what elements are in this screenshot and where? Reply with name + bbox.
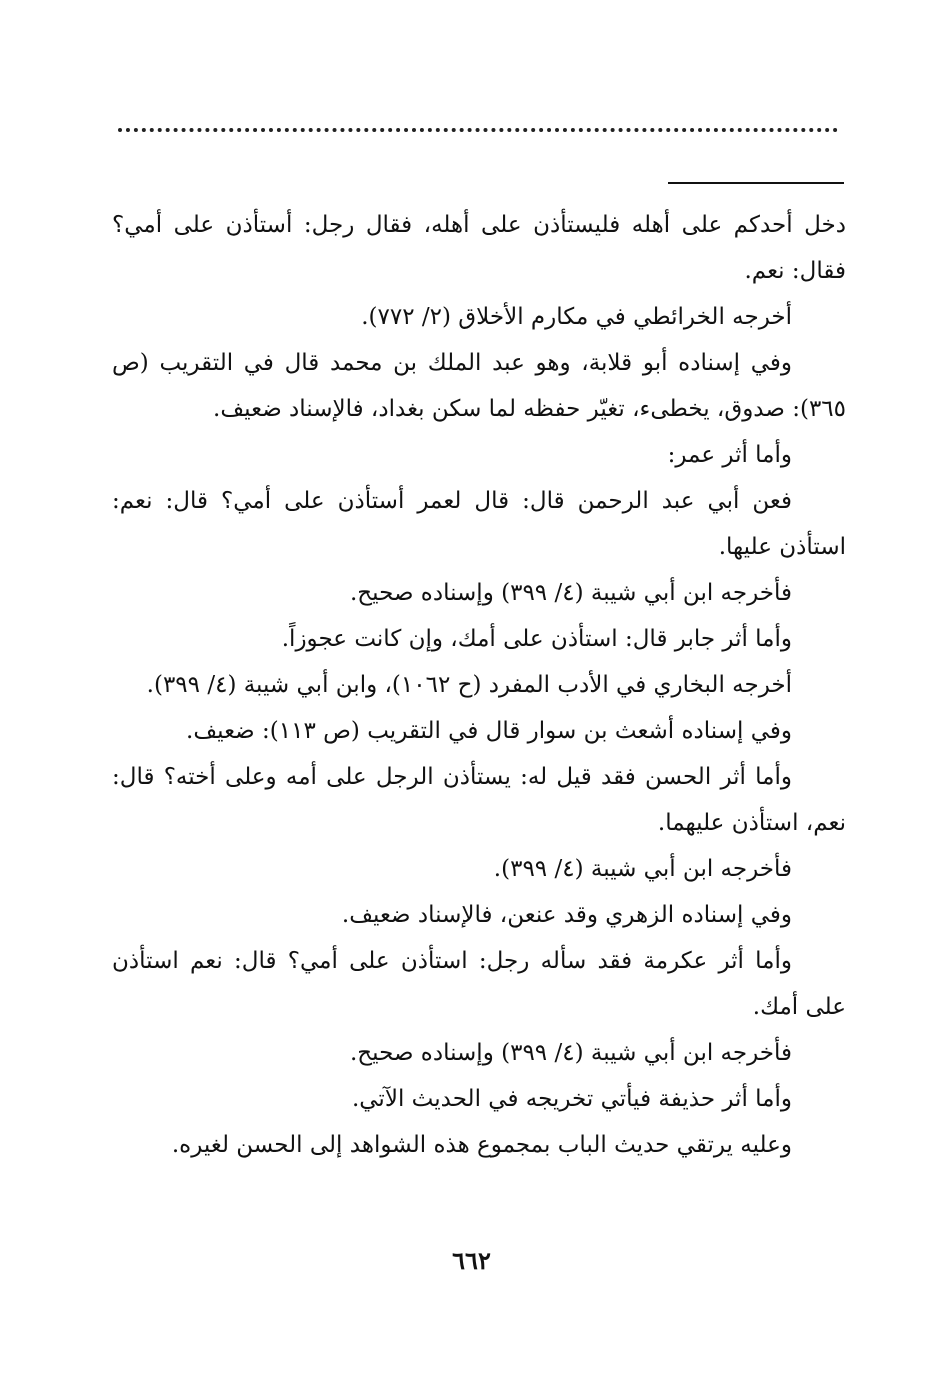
paragraph-11: فأخرجه ابن أبي شيبة (٤/ ٣٩٩). — [493, 856, 792, 882]
paragraph-12: وفي إسناده الزهري وقد عنعن، فالإسناد ضعيف. — [341, 902, 792, 928]
paragraph-5: فعن أبي عبد الرحمن قال: قال لعمر أستأذن على أمي؟ قال: نعم: استأذن عليها. — [112, 488, 846, 560]
paragraph-8: أخرجه البخاري في الأدب المفرد (ح ١٠٦٢)، وابن أبي شيبة (٤/ ٣٩٩). — [146, 672, 792, 698]
paragraph-6: فأخرجه ابن أبي شيبة (٤/ ٣٩٩) وإسناده صحيح. — [350, 580, 792, 606]
footnote-text-block — [112, 202, 846, 1168]
paragraph-13: وأما أثر عكرمة فقد سأله رجل: استأذن على أمي؟ قال: نعم استأذن على أمك. — [112, 948, 846, 1020]
dotted-separator — [118, 128, 838, 132]
paragraph-16: وعليه يرتقي حديث الباب بمجموع هذه الشواهد إلى الحسن لغيره. — [171, 1132, 792, 1158]
paragraph-10: وأما أثر الحسن فقد قيل له: يستأذن الرجل على أمه وعلى أخته؟ قال: نعم، استأذن عليهما. — [112, 764, 846, 836]
paragraph-2: أخرجه الخرائطي في مكارم الأخلاق (٢/ ٧٧٢). — [361, 304, 792, 330]
footnote-separator-line — [668, 182, 844, 184]
paragraph-9: وفي إسناده أشعث بن سوار قال في التقريب (ص ١١٣): ضعيف. — [186, 718, 792, 744]
page-number: ٦٦٢ — [452, 1246, 491, 1275]
paragraph-4: وأما أثر عمر: — [667, 442, 792, 468]
paragraph-1: دخل أحدكم على أهله فليستأذن على أهله، فقال رجل: أستأذن على أمي؟ فقال: نعم. — [112, 212, 846, 284]
paragraph-15: وأما أثر حذيفة فيأتي تخريجه في الحديث الآتي. — [351, 1086, 792, 1112]
paragraph-14: فأخرجه ابن أبي شيبة (٤/ ٣٩٩) وإسناده صحيح. — [350, 1040, 792, 1066]
paragraph-3: وفي إسناده أبو قلابة، وهو عبد الملك بن محمد قال في التقريب (ص ٣٦٥): صدوق، يخطىء، تغيّر حفظه لما سكن بغداد، فالإسناد ضعيف. — [112, 350, 846, 422]
paragraph-7: وأما أثر جابر قال: استأذن على أمك، وإن كانت عجوزاً. — [281, 626, 792, 652]
